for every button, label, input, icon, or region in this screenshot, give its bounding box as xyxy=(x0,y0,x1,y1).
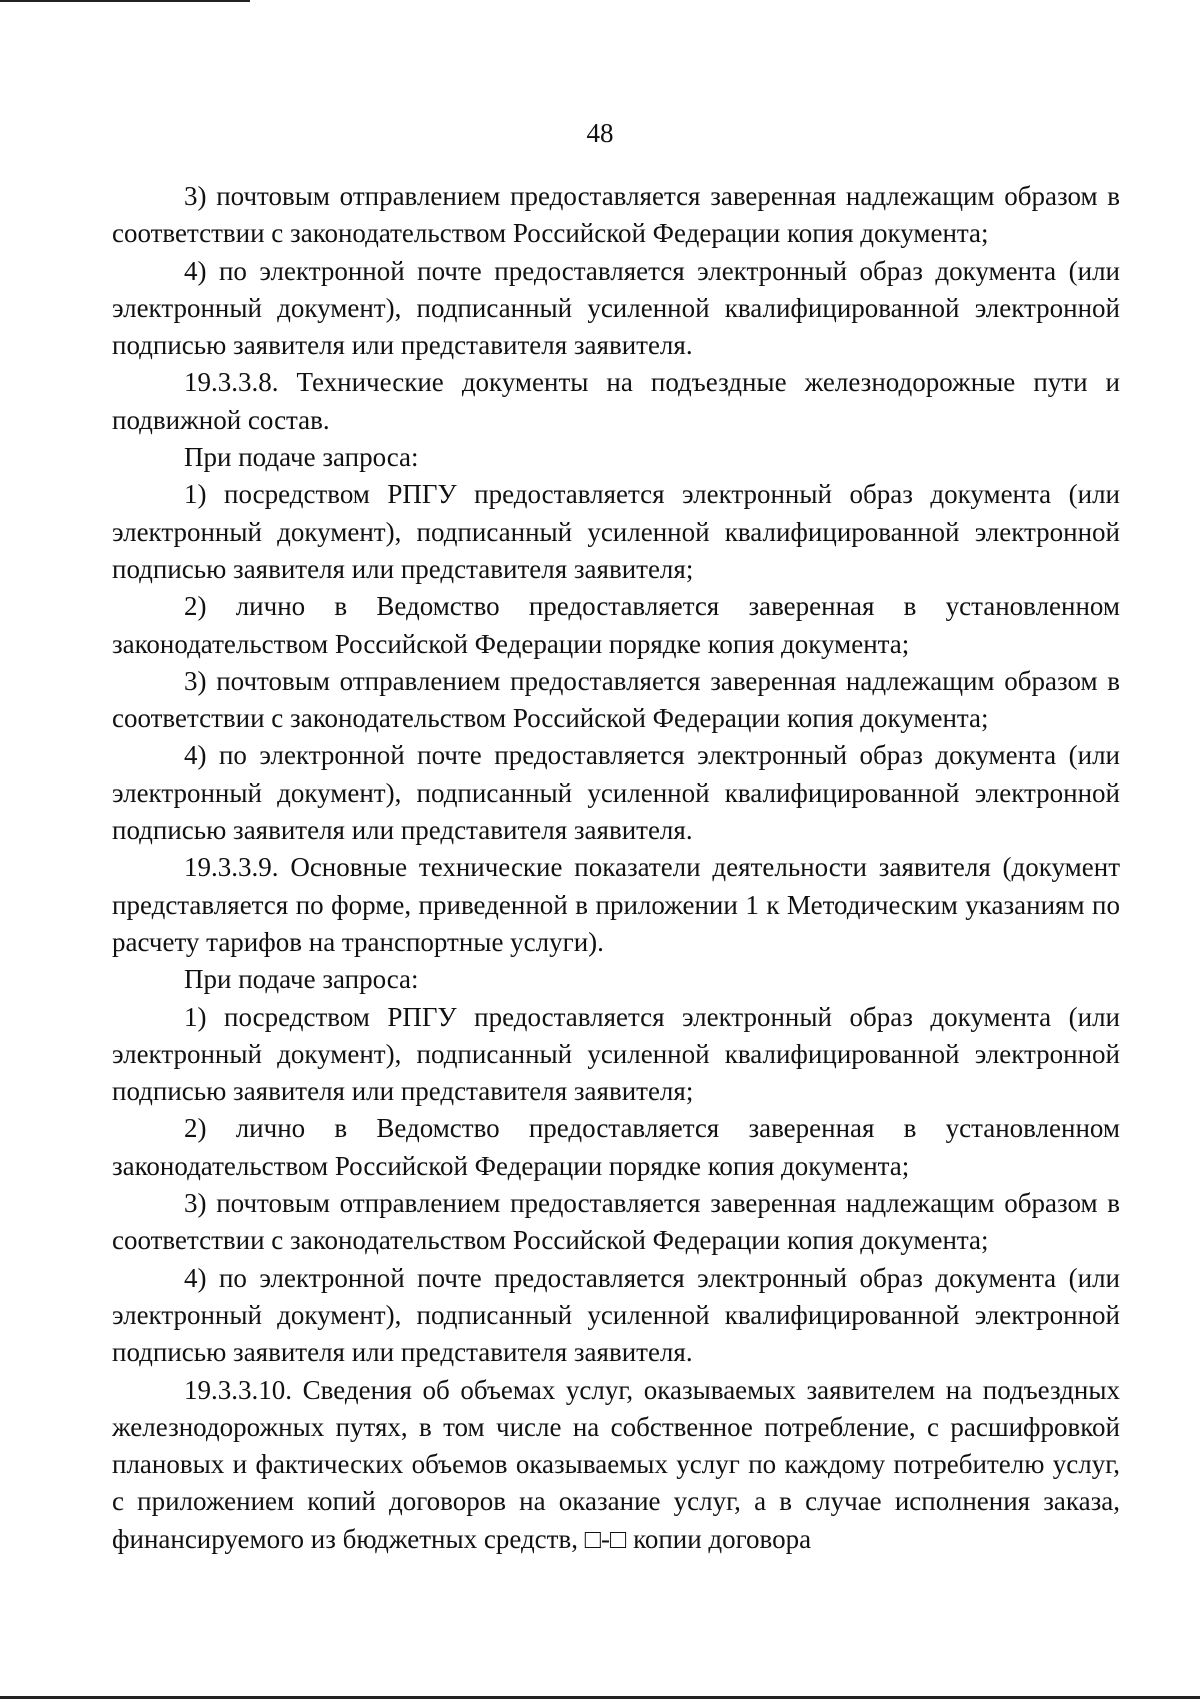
list-item: 1) посредством РПГУ предоставляется электронный образ документа (или электронный документ), подписанный усиленной квалифицированной электронной подписью заявителя или представителя заявителя; xyxy=(112,479,1120,584)
section-heading-paragraph: 19.3.3.8. Технические документы на подъездные железнодорожные пути и подвижной состав. xyxy=(112,367,1120,435)
paragraph: 3) почтовым отправлением предоставляется заверенная надлежащим образом в соответствии с законодательством Российской Федерации копия документа; xyxy=(112,181,1120,249)
paragraph: При подаче запроса: xyxy=(184,964,419,995)
section-heading-paragraph: 19.3.3.10. Сведения об объемах услуг, оказываемых заявителем на подъездных железнодорожных путях, в том числе на собственное потребление, с расшифровкой плановых и фактических объемов оказываемых услуг по каждому потребителю услуг, с приложением копий договоров на оказание услуг, а в случае исполнения заказа, финансируемого из бюджетных средств, □-□ копии договора xyxy=(112,1374,1120,1554)
list-item: 3) почтовым отправлением предоставляется заверенная надлежащим образом в соответствии с законодательством Российской Федерации копия документа; xyxy=(112,665,1120,734)
list-item: 2) лично в Ведомство предоставляется заверенная в установленном законодательством Российской Федерации порядке копия документа; xyxy=(112,1113,1120,1181)
paragraph: При подаче запроса: xyxy=(184,442,419,473)
scan-edge-line-bottom xyxy=(0,1696,1200,1699)
list-item: 1) посредством РПГУ предоставляется электронный образ документа (или электронный документ), подписанный усиленной квалифицированной электронной подписью заявителя или представителя заявителя; xyxy=(112,1001,1120,1107)
list-item: 3) почтовым отправлением предоставляется заверенная надлежащим образом в соответствии с законодательством Российской Федерации копия документа; xyxy=(112,1188,1120,1256)
list-item: 4) по электронной почте предоставляется электронный образ документа (или электронный документ), подписанный усиленной квалифицированной электронной подписью заявителя или представителя заявителя. xyxy=(112,1262,1120,1368)
section-heading-paragraph: 19.3.3.9. Основные технические показатели деятельности заявителя (документ представляется по форме, приведенной в приложении 1 к Методическим указаниям по расчету тарифов на транспортные услуги). xyxy=(112,852,1120,957)
list-item: 2) лично в Ведомство предоставляется заверенная в установленном законодательством Российской Федерации порядке копия документа; xyxy=(112,591,1120,659)
scan-edge-line-top xyxy=(0,0,250,2)
document-body xyxy=(112,178,1120,1558)
page-number: 48 xyxy=(586,118,614,148)
list-item: 4) по электронной почте предоставляется электронный образ документа (или электронный документ), подписанный усиленной квалифицированной электронной подписью заявителя или представителя заявителя. xyxy=(112,740,1120,846)
paragraph: 4) по электронной почте предоставляется электронный образ документа (или электронный документ), подписанный усиленной квалифицированной электронной подписью заявителя или представителя заявителя. xyxy=(112,255,1120,361)
